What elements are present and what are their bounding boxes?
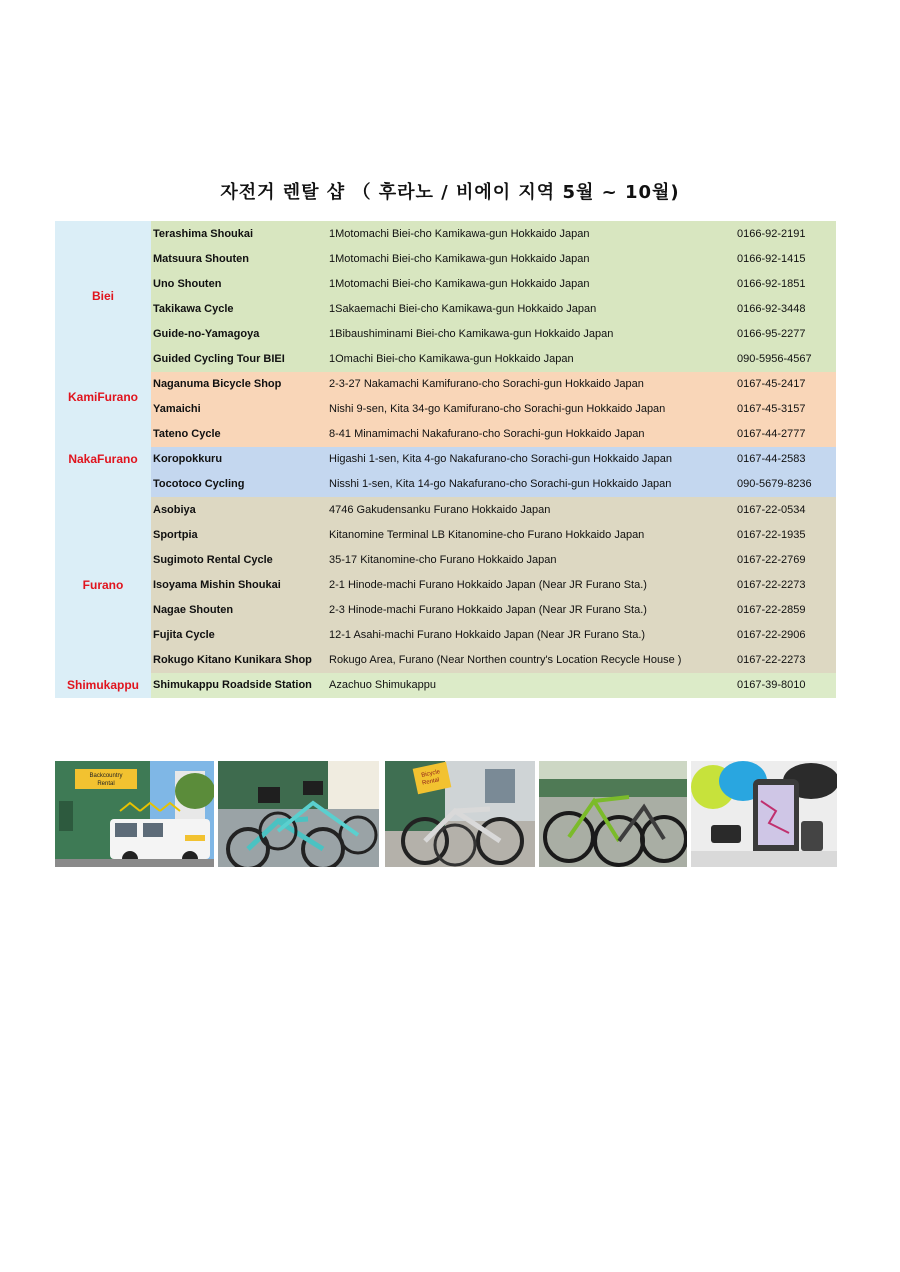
shop-name: Koropokkuru: [151, 447, 327, 472]
area-label-biei: Biei: [55, 221, 151, 372]
shop-address: 2-3-27 Nakamachi Kamifurano-cho Sorachi-gun Hokkaido Japan: [327, 372, 735, 397]
area-label-shimukappu: Shimukappu: [55, 673, 151, 698]
shop-phone: 0167-22-2273: [735, 648, 836, 673]
shop-phone: 0166-95-2277: [735, 321, 836, 346]
shop-address: 1Omachi Biei-cho Kamikawa-gun Hokkaido Japan: [327, 346, 735, 371]
shop-name: Sugimoto Rental Cycle: [151, 547, 327, 572]
shop-name: Isoyama Mishin Shoukai: [151, 572, 327, 597]
shop-phone: 0167-39-8010: [735, 673, 836, 698]
svg-text:Rental: Rental: [421, 777, 440, 787]
teal-bicycles-photo: [218, 761, 379, 867]
table-row: [55, 597, 836, 622]
photo-strip: [55, 761, 837, 867]
table-row: [55, 522, 836, 547]
shop-name: Yamaichi: [151, 397, 327, 422]
table-row: [55, 673, 836, 698]
shop-phone: 0167-45-3157: [735, 397, 836, 422]
area-label-kamifurano: KamiFurano: [55, 372, 151, 422]
shop-name: Guide-no-Yamagoya: [151, 321, 327, 346]
area-spacer: [55, 472, 151, 497]
shop-name: Fujita Cycle: [151, 623, 327, 648]
shop-phone: 0167-22-0534: [735, 497, 836, 522]
shop-address: Rokugo Area, Furano (Near Northen country's Location Recycle House ): [327, 648, 735, 673]
table-row: [55, 497, 836, 522]
table-row: [55, 221, 836, 246]
shop-address: Nishi 9-sen, Kita 34-go Kamifurano-cho Sorachi-gun Hokkaido Japan: [327, 397, 735, 422]
shop-phone: 0166-92-3448: [735, 296, 836, 321]
area-spacer: [55, 422, 151, 447]
shop-address: Azachuo Shimukappu: [327, 673, 735, 698]
shop-address: 35-17 Kitanomine-cho Furano Hokkaido Japan: [327, 547, 735, 572]
shop-name: Tateno Cycle: [151, 422, 327, 447]
shop-name: Shimukappu Roadside Station: [151, 673, 327, 698]
table-row: [55, 547, 836, 572]
shop-phone: 0167-22-2769: [735, 547, 836, 572]
shop-address: 1Sakaemachi Biei-cho Kamikawa-gun Hokkaido Japan: [327, 296, 735, 321]
shop-name: Uno Shouten: [151, 271, 327, 296]
svg-text:Rental: Rental: [97, 781, 115, 787]
shop-name: Matsuura Shouten: [151, 246, 327, 271]
shop-address: 1Motomachi Biei-cho Kamikawa-gun Hokkaido Japan: [327, 271, 735, 296]
table-row: [55, 321, 836, 346]
shop-address: Kitanomine Terminal LB Kitanomine-cho Furano Hokkaido Japan: [327, 522, 735, 547]
rental-shop-table: [55, 221, 836, 698]
shop-name: Tocotoco Cycling: [151, 472, 327, 497]
shop-name: Rokugo Kitano Kunikara Shop: [151, 648, 327, 673]
road-bikes-rack-photo: [539, 761, 687, 867]
shop-address: Nisshi 1-sen, Kita 14-go Nakafurano-cho Sorachi-gun Hokkaido Japan: [327, 472, 735, 497]
shop-name: Sportpia: [151, 522, 327, 547]
table-row: [55, 648, 836, 673]
shop-name: Guided Cycling Tour BIEI: [151, 346, 327, 371]
table-row: [55, 346, 836, 371]
table-row: [55, 623, 836, 648]
table-row: [55, 397, 836, 422]
shop-address: 2-1 Hinode-machi Furano Hokkaido Japan (Near JR Furano Sta.): [327, 572, 735, 597]
shop-phone: 0167-22-2859: [735, 597, 836, 622]
shop-phone: 0166-92-1851: [735, 271, 836, 296]
shop-address: 8-41 Minamimachi Nakafurano-cho Sorachi-gun Hokkaido Japan: [327, 422, 735, 447]
shop-address: 12-1 Asahi-machi Furano Hokkaido Japan (Near JR Furano Sta.): [327, 623, 735, 648]
table-row: [55, 472, 836, 497]
table-row: [55, 422, 836, 447]
table-row: [55, 296, 836, 321]
shop-phone: 090-5956-4567: [735, 346, 836, 371]
shop-name: Terashima Shoukai: [151, 221, 327, 246]
shop-phone: 0166-92-2191: [735, 221, 836, 246]
shop-address: 1Motomachi Biei-cho Kamikawa-gun Hokkaido Japan: [327, 221, 735, 246]
shop-phone: 0167-22-1935: [735, 522, 836, 547]
shop-phone: 0167-45-2417: [735, 372, 836, 397]
table-row: [55, 372, 836, 397]
shop-phone: 0167-44-2777: [735, 422, 836, 447]
table-row: [55, 246, 836, 271]
shop-address: 4746 Gakudensanku Furano Hokkaido Japan: [327, 497, 735, 522]
area-label-furano: Furano: [55, 497, 151, 673]
svg-text:Bicycle: Bicycle: [420, 769, 441, 779]
shop-phone: 0167-44-2583: [735, 447, 836, 472]
shop-address: 2-3 Hinode-machi Furano Hokkaido Japan (Near JR Furano Sta.): [327, 597, 735, 622]
page-title: 자전거 렌탈 샵 （ 후라노 / 비에이 지역 5월 ~ 10월): [220, 182, 680, 203]
shop-name: Nagae Shouten: [151, 597, 327, 622]
shop-phone: 090-5679-8236: [735, 472, 836, 497]
shop-phone: 0166-92-1415: [735, 246, 836, 271]
table-row: [55, 271, 836, 296]
shop-address: Higashi 1-sen, Kita 4-go Nakafurano-cho Sorachi-gun Hokkaido Japan: [327, 447, 735, 472]
table-row: [55, 572, 836, 597]
bicycle-rental-storefront-photo: [385, 761, 535, 867]
shop-name: Naganuma Bicycle Shop: [151, 372, 327, 397]
shop-phone: 0167-22-2273: [735, 572, 836, 597]
shop-phone: 0167-22-2906: [735, 623, 836, 648]
helmets-gps-gear-photo: [691, 761, 837, 867]
shop-address: 1Motomachi Biei-cho Kamikawa-gun Hokkaido Japan: [327, 246, 735, 271]
shop-name: Asobiya: [151, 497, 327, 522]
svg-text:Backcountry: Backcountry: [89, 773, 123, 779]
rental-shop-van-photo: [55, 761, 214, 867]
area-label-nakafurano: NakaFurano: [55, 447, 151, 472]
table-row: [55, 447, 836, 472]
shop-address: 1Bibaushiminami Biei-cho Kamikawa-gun Hokkaido Japan: [327, 321, 735, 346]
shop-name: Takikawa Cycle: [151, 296, 327, 321]
